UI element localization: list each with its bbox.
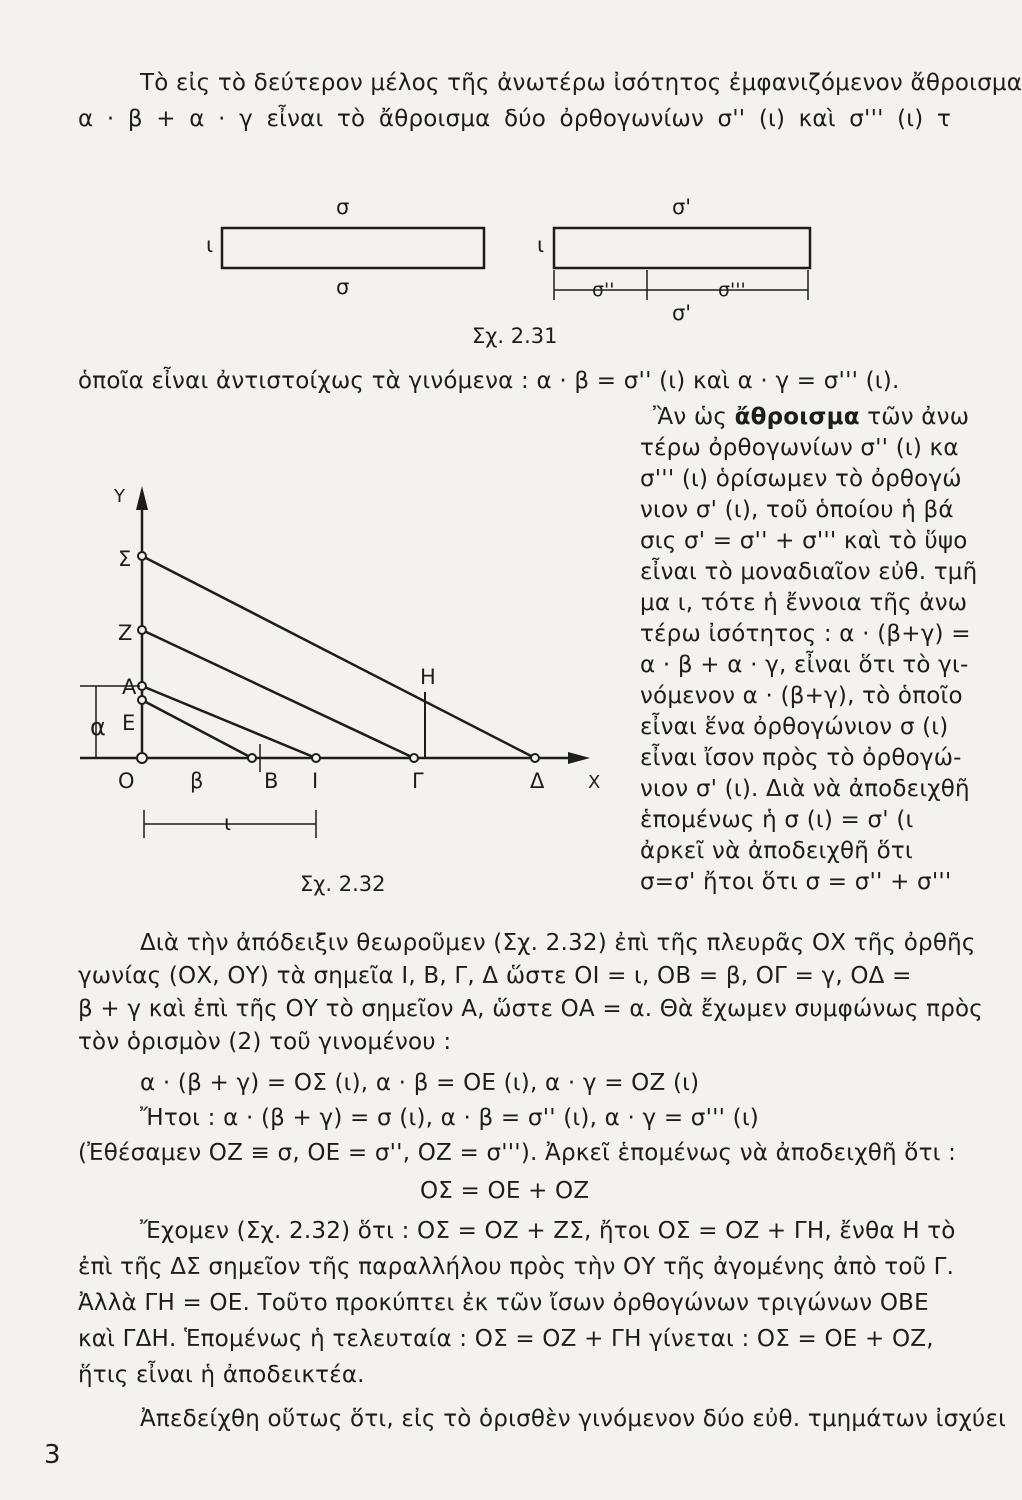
text-line: Ἀλλὰ ΓΗ = ΟΕ. Τοῦτο προκύπτει ἐκ τῶν ἴσων ὀρθογώνων τριγώνων ΟΒΕ [78, 1290, 929, 1316]
right-col-line: νόμενον α · (β+γ), τὸ ὁποῖο [640, 683, 963, 709]
point-iota [312, 754, 320, 762]
point-gamma [410, 754, 418, 762]
x-axis-arrow [568, 752, 590, 764]
point-sigma [138, 552, 146, 560]
point-beta [248, 754, 256, 762]
right-col-line: τέρω ὀρθογωνίων σ'' (ι) κα [640, 435, 959, 461]
text-line: β + γ καὶ ἐπὶ τῆς ΟΥ τὸ σημεῖον Α, ὥστε ΟΑ = α. Θὰ ἔχωμεν συμφώνως πρὸς [78, 996, 984, 1022]
right-col-line: σ=σ' ἤτοι ὅτι σ = σ'' + σ''' [640, 869, 952, 895]
label-y-axis: Y [114, 486, 125, 507]
equation-line: Ἤτοι : α · (β + γ) = σ (ι), α · β = σ'' (ι), α · γ = σ''' (ι) [140, 1105, 759, 1131]
point-delta [531, 754, 539, 762]
label-rect2-side: ι [537, 233, 545, 257]
equation-centered: ΟΣ = ΟΕ + ΟΖ [420, 1178, 590, 1204]
y-axis-arrow [136, 486, 148, 510]
text-line: Ἔχομεν (Σχ. 2.32) ὅτι : ΟΣ = ΟΖ + ΖΣ, ἤτοι ΟΣ = ΟΖ + ΓΗ, ἔνθα Η τὸ [140, 1218, 956, 1244]
text-line: (Ἐθέσαμεν ΟΖ ≡ σ, ΟΕ = σ'', ΟΖ = σ'''). Ἀρκεῖ ἑπομένως νὰ ἀποδειχθῆ ὅτι : [78, 1140, 957, 1166]
label-seg-left: σ'' [592, 279, 615, 301]
label-seg-right: σ''' [718, 279, 746, 301]
text-line: ἐπὶ τῆς ΔΣ σημεῖον τῆς παραλλήλου πρὸς τὴν ΟΥ τῆς ἀγομένης ἀπὸ τοῦ Γ. [78, 1254, 955, 1280]
right-col-line: ἑπομένως ἡ σ (ι) = σ' (ι [640, 807, 914, 833]
text-line: καὶ ΓΔΗ. Ἑπομένως ἡ τελευταία : ΟΣ = ΟΖ + ΓΗ γίνεται : ΟΣ = ΟΕ + ΟΖ, [78, 1326, 934, 1352]
label-eta: H [420, 665, 436, 689]
label-rect1-top: σ [336, 195, 350, 219]
text-line: Διὰ τὴν ἀπόδειξιν θεωροῦμεν (Σχ. 2.32) ἐπὶ τῆς πλευρᾶς ΟΧ τῆς ὀρθῆς [140, 930, 976, 956]
text-line: γωνίας (ΟΧ, ΟΥ) τὰ σημεῖα Ι, Β, Γ, Δ ὥστε ΟΙ = ι, ΟΒ = β, ΟΓ = γ, ΟΔ = [78, 963, 912, 989]
rectangle-sigma [222, 228, 484, 268]
line-zeta-gamma [142, 630, 414, 758]
label-gamma-pt: Γ [412, 769, 424, 793]
text-line: ὁποῖα εἶναι ἀντιστοίχως τὰ γινόμενα : α · β = σ'' (ι) καὶ α · γ = σ''' (ι). [78, 368, 900, 394]
label-iota-pt: I [312, 769, 319, 793]
rectangle-sigma-prime [554, 228, 810, 268]
label-zeta: Z [118, 621, 133, 645]
label-alpha-pt: A [122, 675, 137, 699]
label-rect1-side: ι [206, 233, 214, 257]
right-col-line: μα ι, τότε ἡ ἔννοια τῆς ἀνω [640, 590, 968, 616]
right-col-line: α · β + α · γ, εἶναι ὅτι τὸ γι- [640, 652, 969, 678]
text-line: ἥτις εἶναι ἡ ἀποδεικτέα. [78, 1362, 365, 1388]
right-col-line: τέρω ἰσότητος : α · (β+γ) = [640, 621, 971, 647]
text-line: Ἀπεδείχθη οὕτως ὅτι, εἰς τὸ ὁρισθὲν γινόμενον δύο εὐθ. τμημάτων ἰσχύει [140, 1406, 1007, 1432]
equation-line: α · (β + γ) = ΟΣ (ι), α · β = ΟΕ (ι), α · γ = ΟΖ (ι) [140, 1070, 700, 1096]
text-line: τὸν ὁρισμὸν (2) τοῦ γινομένου : [78, 1029, 452, 1055]
right-col-line: ἀρκεῖ νὰ ἀποδειχθῆ ὅτι [640, 838, 913, 864]
page-number: 3 [44, 1440, 61, 1470]
label-origin: O [118, 769, 135, 793]
label-rect1-bottom: σ [336, 275, 350, 299]
figure-2-32 [0, 450, 640, 910]
figure-2-31 [0, 0, 948, 360]
label-delta-pt: Δ [530, 769, 545, 793]
point-origin [137, 753, 147, 763]
point-zeta [138, 626, 146, 634]
right-col-line: εἶναι ἴσον πρὸς τὸ ὀρθογώ- [640, 745, 962, 771]
label-dim-alpha: α [90, 713, 106, 741]
label-x-axis: X [588, 772, 601, 793]
text-line: α · β + α · γ εἶναι τὸ ἄθροισμα δύο ὀρθογωνίων σ'' (ι) καὶ σ''' (ι) τ [78, 106, 952, 132]
right-col-line: εἶναι τὸ μοναδιαῖον εὐθ. τμῆ [640, 559, 978, 585]
label-epsilon: E [122, 711, 136, 735]
right-col-line: νιον σ' (ι), τοῦ ὁποίου ἡ βά [640, 497, 954, 523]
caption-2-31: Σχ. 2.31 [472, 324, 558, 348]
label-beta-pt: B [264, 769, 279, 793]
label-rect2-bottom: σ' [672, 301, 692, 325]
label-sigma: Σ [118, 547, 132, 571]
label-dim-iota: ι [224, 811, 232, 835]
right-col-line: νιον σ' (ι). Διὰ νὰ ἀποδειχθῆ [640, 776, 970, 802]
text-line: Τὸ εἰς τὸ δεύτερον μέλος τῆς ἀνωτέρω ἰσότητος ἐμφανιζόμενον ἄθροισμα [140, 70, 1022, 96]
caption-2-32: Σχ. 2.32 [300, 872, 386, 896]
right-col-first: Ἂν ὡς ἄθροισμα τῶν ἀνω [653, 404, 970, 430]
point-epsilon [138, 696, 146, 704]
right-col-line: σ''' (ι) ὁρίσωμεν τὸ ὀρθογώ [640, 466, 962, 492]
label-rect2-top: σ' [672, 195, 692, 219]
label-dim-beta: β [190, 769, 204, 793]
right-col-line: σις σ' = σ'' + σ''' καὶ τὸ ὕψο [640, 528, 968, 554]
right-col-line: εἶναι ἕνα ὀρθογώνιον σ (ι) [640, 714, 949, 740]
